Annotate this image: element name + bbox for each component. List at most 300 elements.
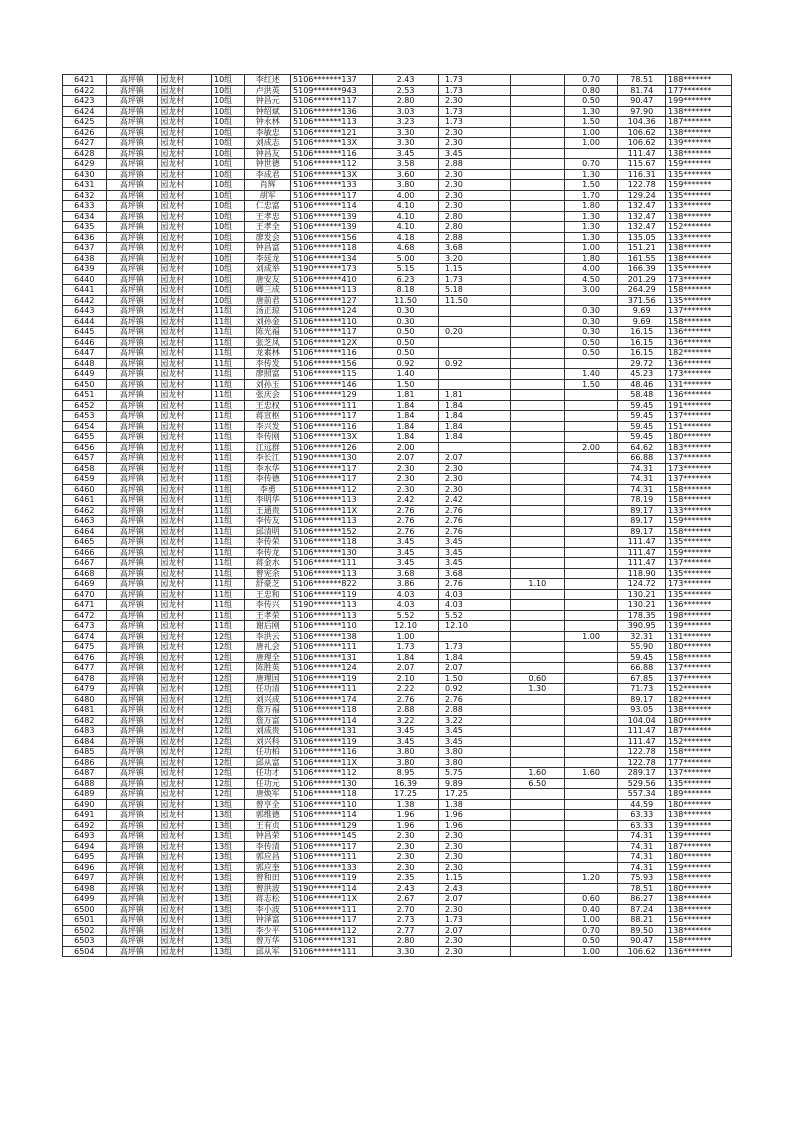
id-number-cell: 5106*******116 — [291, 421, 373, 432]
area-b-cell — [510, 810, 564, 821]
group-cell: 12组 — [211, 652, 244, 663]
amount-cell: 97.90 — [618, 106, 666, 117]
row-number-cell: 6495 — [63, 852, 107, 863]
table-row — [63, 180, 732, 191]
area-a-cell: 4.03 — [439, 600, 511, 611]
table-row — [63, 463, 732, 474]
phone-cell: 189******* — [666, 789, 732, 800]
area-c-cell: 0.50 — [564, 96, 618, 107]
area-b-cell — [510, 474, 564, 485]
name-cell: 邱清明 — [245, 526, 291, 537]
area-c-cell: 0.50 — [564, 936, 618, 947]
row-number-cell: 6457 — [63, 453, 107, 464]
town-cell: 高坪镇 — [106, 285, 158, 296]
amount-cell: 9.69 — [618, 316, 666, 327]
area-a-cell: 2.30 — [439, 831, 511, 842]
id-number-cell: 5106*******117 — [291, 190, 373, 201]
phone-cell: 139******* — [666, 138, 732, 149]
area-c-cell: 0.30 — [564, 306, 618, 317]
village-cell: 园龙村 — [158, 558, 212, 569]
table-row — [63, 117, 732, 128]
town-cell: 高坪镇 — [106, 159, 158, 170]
village-cell: 园龙村 — [158, 726, 212, 737]
name-cell: 舒豪芝 — [245, 579, 291, 590]
row-number-cell: 6440 — [63, 274, 107, 285]
town-cell: 高坪镇 — [106, 883, 158, 894]
table-row — [63, 537, 732, 548]
area-b-cell — [510, 453, 564, 464]
amount-cell: 44.59 — [618, 799, 666, 810]
amount-cell: 116.31 — [618, 169, 666, 180]
area-b-cell — [510, 663, 564, 674]
area-b-cell — [510, 201, 564, 212]
village-cell: 园龙村 — [158, 547, 212, 558]
table-row — [63, 295, 732, 306]
name-cell: 李传刚 — [245, 432, 291, 443]
amount-cell: 104.36 — [618, 117, 666, 128]
total-area-cell: 3.45 — [373, 547, 439, 558]
area-c-cell: 2.00 — [564, 442, 618, 453]
area-b-cell — [510, 75, 564, 86]
row-number-cell: 6494 — [63, 841, 107, 852]
phone-cell: 137******* — [666, 306, 732, 317]
row-number-cell: 6467 — [63, 558, 107, 569]
area-a-cell: 0.20 — [439, 327, 511, 338]
town-cell: 高坪镇 — [106, 673, 158, 684]
amount-cell: 161.55 — [618, 253, 666, 264]
table-row — [63, 862, 732, 873]
phone-cell: 159******* — [666, 159, 732, 170]
area-a-cell: 5.18 — [439, 285, 511, 296]
id-number-cell: 5106*******156 — [291, 232, 373, 243]
area-c-cell: 0.70 — [564, 159, 618, 170]
area-b-cell — [510, 85, 564, 96]
total-area-cell: 3.45 — [373, 736, 439, 747]
name-cell: 谢后刚 — [245, 621, 291, 632]
table-row — [63, 589, 732, 600]
area-b-cell — [510, 600, 564, 611]
total-area-cell: 2.22 — [373, 684, 439, 695]
group-cell: 11组 — [211, 568, 244, 579]
area-c-cell — [564, 495, 618, 506]
table-row — [63, 883, 732, 894]
area-a-cell: 1.81 — [439, 390, 511, 401]
row-number-cell: 6459 — [63, 474, 107, 485]
id-number-cell: 5106*******134 — [291, 253, 373, 264]
phone-cell: 138******* — [666, 810, 732, 821]
phone-cell: 158******* — [666, 526, 732, 537]
group-cell: 11组 — [211, 474, 244, 485]
id-number-cell: 5106*******119 — [291, 673, 373, 684]
area-a-cell: 2.76 — [439, 516, 511, 527]
area-b-cell — [510, 789, 564, 800]
area-b-cell — [510, 159, 564, 170]
area-c-cell — [564, 516, 618, 527]
phone-cell: 138******* — [666, 253, 732, 264]
table-row — [63, 820, 732, 831]
phone-cell: 158******* — [666, 285, 732, 296]
row-number-cell: 6444 — [63, 316, 107, 327]
area-a-cell: 1.73 — [439, 915, 511, 926]
phone-cell: 173******* — [666, 579, 732, 590]
group-cell: 10组 — [211, 222, 244, 233]
area-b-cell — [510, 390, 564, 401]
phone-cell: 158******* — [666, 747, 732, 758]
phone-cell: 138******* — [666, 148, 732, 159]
name-cell: 陈胜英 — [245, 663, 291, 674]
amount-cell: 59.45 — [618, 421, 666, 432]
name-cell: 曾万华 — [245, 936, 291, 947]
area-c-cell — [564, 831, 618, 842]
group-cell: 13组 — [211, 820, 244, 831]
area-a-cell: 2.30 — [439, 946, 511, 957]
town-cell: 高坪镇 — [106, 757, 158, 768]
village-cell: 园龙村 — [158, 904, 212, 915]
group-cell: 13组 — [211, 852, 244, 863]
table-row — [63, 600, 732, 611]
name-cell: 张芝凤 — [245, 337, 291, 348]
area-a-cell: 2.30 — [439, 484, 511, 495]
group-cell: 10组 — [211, 85, 244, 96]
area-b-cell — [510, 568, 564, 579]
table-row — [63, 432, 732, 443]
area-a-cell: 1.73 — [439, 274, 511, 285]
phone-cell: 180******* — [666, 883, 732, 894]
village-cell: 园龙村 — [158, 831, 212, 842]
amount-cell: 81.74 — [618, 85, 666, 96]
amount-cell: 90.47 — [618, 96, 666, 107]
id-number-cell: 5106*******13X — [291, 138, 373, 149]
town-cell: 高坪镇 — [106, 946, 158, 957]
phone-cell: 137******* — [666, 411, 732, 422]
row-number-cell: 6424 — [63, 106, 107, 117]
area-b-cell — [510, 631, 564, 642]
group-cell: 12组 — [211, 757, 244, 768]
area-b-cell — [510, 894, 564, 905]
amount-cell: 9.69 — [618, 306, 666, 317]
area-c-cell — [564, 148, 618, 159]
name-cell: 詹万福 — [245, 705, 291, 716]
phone-cell: 177******* — [666, 757, 732, 768]
table-row — [63, 138, 732, 149]
village-cell: 园龙村 — [158, 715, 212, 726]
area-a-cell: 2.30 — [439, 936, 511, 947]
id-number-cell: 5106*******116 — [291, 747, 373, 758]
table-row — [63, 148, 732, 159]
name-cell: 王忠权 — [245, 400, 291, 411]
village-cell: 园龙村 — [158, 883, 212, 894]
row-number-cell: 6443 — [63, 306, 107, 317]
area-a-cell: 2.30 — [439, 474, 511, 485]
area-a-cell: 1.84 — [439, 421, 511, 432]
area-a-cell: 3.20 — [439, 253, 511, 264]
village-cell: 园龙村 — [158, 925, 212, 936]
row-number-cell: 6434 — [63, 211, 107, 222]
id-number-cell: 5106*******119 — [291, 589, 373, 600]
village-cell: 园龙村 — [158, 589, 212, 600]
area-b-cell — [510, 369, 564, 380]
total-area-cell: 2.10 — [373, 673, 439, 684]
phone-cell: 138******* — [666, 894, 732, 905]
total-area-cell: 5.15 — [373, 264, 439, 275]
id-number-cell: 5106*******139 — [291, 211, 373, 222]
total-area-cell: 16.39 — [373, 778, 439, 789]
table-row — [63, 547, 732, 558]
phone-cell: 199******* — [666, 96, 732, 107]
area-c-cell: 0.70 — [564, 75, 618, 86]
area-a-cell: 3.45 — [439, 547, 511, 558]
phone-cell: 158******* — [666, 484, 732, 495]
area-b-cell — [510, 96, 564, 107]
area-b-cell — [510, 264, 564, 275]
area-b-cell — [510, 736, 564, 747]
total-area-cell: 1.73 — [373, 642, 439, 653]
group-cell: 13组 — [211, 873, 244, 884]
amount-cell: 93.05 — [618, 705, 666, 716]
table-row — [63, 337, 732, 348]
name-cell: 李水华 — [245, 463, 291, 474]
amount-cell: 111.47 — [618, 547, 666, 558]
village-cell: 园龙村 — [158, 810, 212, 821]
group-cell: 12组 — [211, 642, 244, 653]
area-a-cell: 12.10 — [439, 621, 511, 632]
amount-cell: 130.21 — [618, 600, 666, 611]
id-number-cell: 5106*******152 — [291, 526, 373, 537]
amount-cell: 59.45 — [618, 411, 666, 422]
phone-cell: 136******* — [666, 390, 732, 401]
town-cell: 高坪镇 — [106, 894, 158, 905]
area-a-cell: 3.45 — [439, 537, 511, 548]
amount-cell: 122.78 — [618, 180, 666, 191]
area-c-cell — [564, 778, 618, 789]
area-c-cell — [564, 600, 618, 611]
amount-cell: 122.78 — [618, 747, 666, 758]
amount-cell: 74.31 — [618, 841, 666, 852]
village-cell: 园龙村 — [158, 253, 212, 264]
area-c-cell: 3.00 — [564, 285, 618, 296]
name-cell: 李廷龙 — [245, 253, 291, 264]
total-area-cell: 3.58 — [373, 159, 439, 170]
village-cell: 园龙村 — [158, 652, 212, 663]
amount-cell: 74.31 — [618, 831, 666, 842]
town-cell: 高坪镇 — [106, 736, 158, 747]
area-b-cell — [510, 148, 564, 159]
amount-cell: 32.31 — [618, 631, 666, 642]
phone-cell: 135******* — [666, 778, 732, 789]
group-cell: 10组 — [211, 159, 244, 170]
name-cell: 卢洪英 — [245, 85, 291, 96]
area-a-cell — [439, 337, 511, 348]
amount-cell: 390.95 — [618, 621, 666, 632]
group-cell: 11组 — [211, 600, 244, 611]
group-cell: 11组 — [211, 547, 244, 558]
area-c-cell: 1.30 — [564, 222, 618, 233]
area-b-cell — [510, 138, 564, 149]
name-cell: 曾洪波 — [245, 883, 291, 894]
amount-cell: 106.62 — [618, 138, 666, 149]
village-cell: 园龙村 — [158, 358, 212, 369]
area-b-cell — [510, 694, 564, 705]
village-cell: 园龙村 — [158, 337, 212, 348]
group-cell: 10组 — [211, 138, 244, 149]
amount-cell: 75.93 — [618, 873, 666, 884]
phone-cell: 136******* — [666, 337, 732, 348]
town-cell: 高坪镇 — [106, 442, 158, 453]
name-cell: 李传龙 — [245, 547, 291, 558]
row-number-cell: 6422 — [63, 85, 107, 96]
phone-cell: 151******* — [666, 421, 732, 432]
area-c-cell — [564, 705, 618, 716]
row-number-cell: 6441 — [63, 285, 107, 296]
row-number-cell: 6428 — [63, 148, 107, 159]
id-number-cell: 5106*******112 — [291, 768, 373, 779]
area-c-cell: 1.70 — [564, 190, 618, 201]
name-cell: 王孝荣 — [245, 610, 291, 621]
row-number-cell: 6465 — [63, 537, 107, 548]
amount-cell: 71.73 — [618, 684, 666, 695]
town-cell: 高坪镇 — [106, 432, 158, 443]
total-area-cell: 2.76 — [373, 694, 439, 705]
id-number-cell: 5106*******117 — [291, 841, 373, 852]
phone-cell: 136******* — [666, 946, 732, 957]
amount-cell: 66.88 — [618, 663, 666, 674]
amount-cell: 201.29 — [618, 274, 666, 285]
amount-cell: 87.24 — [618, 904, 666, 915]
table-row — [63, 190, 732, 201]
table-row — [63, 316, 732, 327]
area-b-cell — [510, 348, 564, 359]
village-cell: 园龙村 — [158, 684, 212, 695]
phone-cell: 158******* — [666, 873, 732, 884]
row-number-cell: 6483 — [63, 726, 107, 737]
id-number-cell: 5106*******13X — [291, 169, 373, 180]
name-cell: 汤正琼 — [245, 306, 291, 317]
area-c-cell — [564, 295, 618, 306]
area-c-cell: 1.00 — [564, 915, 618, 926]
area-c-cell — [564, 799, 618, 810]
total-area-cell: 4.10 — [373, 201, 439, 212]
town-cell: 高坪镇 — [106, 358, 158, 369]
table-row — [63, 747, 732, 758]
town-cell: 高坪镇 — [106, 348, 158, 359]
phone-cell: 158******* — [666, 495, 732, 506]
name-cell: 卿三成 — [245, 285, 291, 296]
phone-cell: 138******* — [666, 211, 732, 222]
phone-cell: 135******* — [666, 169, 732, 180]
total-area-cell: 4.00 — [373, 190, 439, 201]
town-cell: 高坪镇 — [106, 568, 158, 579]
table-row — [63, 159, 732, 170]
amount-cell: 132.47 — [618, 201, 666, 212]
area-a-cell: 2.30 — [439, 96, 511, 107]
total-area-cell: 2.30 — [373, 474, 439, 485]
area-c-cell: 0.50 — [564, 348, 618, 359]
area-b-cell — [510, 316, 564, 327]
id-number-cell: 5106*******118 — [291, 789, 373, 800]
name-cell: 刘孙金 — [245, 316, 291, 327]
name-cell: 李敏忠 — [245, 127, 291, 138]
phone-cell: 139******* — [666, 820, 732, 831]
town-cell: 高坪镇 — [106, 600, 158, 611]
area-a-cell: 2.30 — [439, 852, 511, 863]
total-area-cell: 4.18 — [373, 232, 439, 243]
id-number-cell: 5106*******112 — [291, 925, 373, 936]
group-cell: 11组 — [211, 505, 244, 516]
area-a-cell: 2.76 — [439, 694, 511, 705]
area-b-cell: 6.50 — [510, 778, 564, 789]
table-row — [63, 390, 732, 401]
row-number-cell: 6461 — [63, 495, 107, 506]
row-number-cell: 6470 — [63, 589, 107, 600]
town-cell: 高坪镇 — [106, 537, 158, 548]
area-a-cell: 1.84 — [439, 411, 511, 422]
area-a-cell: 5.52 — [439, 610, 511, 621]
name-cell: 刘成志 — [245, 138, 291, 149]
table-row — [63, 526, 732, 537]
table-row — [63, 516, 732, 527]
amount-cell: 88.21 — [618, 915, 666, 926]
group-cell: 11组 — [211, 516, 244, 527]
amount-cell: 178.35 — [618, 610, 666, 621]
phone-cell: 137******* — [666, 768, 732, 779]
town-cell: 高坪镇 — [106, 211, 158, 222]
town-cell: 高坪镇 — [106, 873, 158, 884]
town-cell: 高坪镇 — [106, 789, 158, 800]
name-cell: 江远群 — [245, 442, 291, 453]
area-c-cell — [564, 463, 618, 474]
total-area-cell: 4.10 — [373, 222, 439, 233]
town-cell: 高坪镇 — [106, 726, 158, 737]
row-number-cell: 6452 — [63, 400, 107, 411]
village-cell: 园龙村 — [158, 736, 212, 747]
group-cell: 10组 — [211, 169, 244, 180]
amount-cell: 151.21 — [618, 243, 666, 254]
total-area-cell: 1.81 — [373, 390, 439, 401]
area-c-cell: 1.50 — [564, 180, 618, 191]
amount-cell: 111.47 — [618, 726, 666, 737]
village-cell: 园龙村 — [158, 789, 212, 800]
village-cell: 园龙村 — [158, 673, 212, 684]
group-cell: 11组 — [211, 400, 244, 411]
area-b-cell — [510, 537, 564, 548]
total-area-cell: 3.22 — [373, 715, 439, 726]
amount-cell: 130.21 — [618, 589, 666, 600]
village-cell: 园龙村 — [158, 799, 212, 810]
total-area-cell: 2.80 — [373, 936, 439, 947]
town-cell: 高坪镇 — [106, 474, 158, 485]
town-cell: 高坪镇 — [106, 841, 158, 852]
total-area-cell: 2.80 — [373, 96, 439, 107]
id-number-cell: 5106*******124 — [291, 306, 373, 317]
table-row — [63, 75, 732, 86]
area-a-cell — [439, 369, 511, 380]
name-cell: 钟昌富 — [245, 243, 291, 254]
group-cell: 13组 — [211, 915, 244, 926]
amount-cell: 63.33 — [618, 820, 666, 831]
group-cell: 11组 — [211, 589, 244, 600]
village-cell: 园龙村 — [158, 768, 212, 779]
area-c-cell — [564, 400, 618, 411]
id-number-cell: 5106*******111 — [291, 946, 373, 957]
group-cell: 13组 — [211, 810, 244, 821]
group-cell: 10组 — [211, 211, 244, 222]
town-cell: 高坪镇 — [106, 379, 158, 390]
total-area-cell: 1.84 — [373, 400, 439, 411]
row-number-cell: 6504 — [63, 946, 107, 957]
name-cell: 唐理全 — [245, 652, 291, 663]
row-number-cell: 6476 — [63, 652, 107, 663]
town-cell: 高坪镇 — [106, 85, 158, 96]
